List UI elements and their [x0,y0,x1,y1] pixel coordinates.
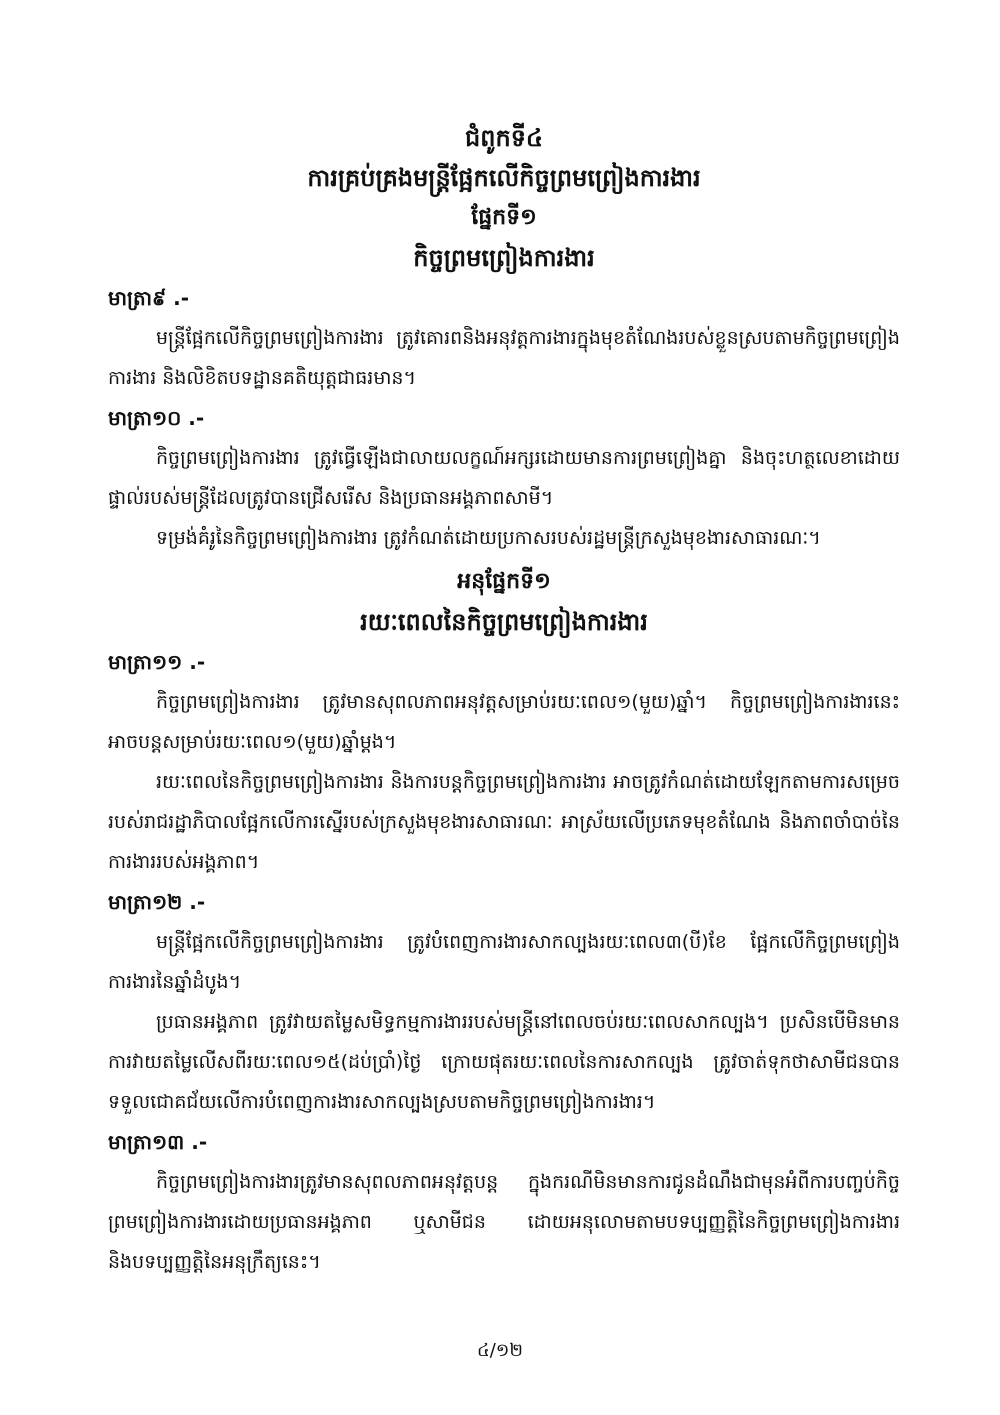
article-11-paragraph-1: កិច្ចព្រមព្រៀងការងារ ត្រូវមានសុពលភាពអនុវត្តសម្រាប់រយៈពេល១(មួយ)ឆ្នាំ។ កិច្ចព្រមព្រៀងការងារនេះ អាចបន្តសម្រាប់រយៈពេល១(មួយ)ឆ្នាំម្តង។ [108,691,900,753]
subsection-title: រយៈពេលនៃកិច្ចព្រមព្រៀងការងារ [360,608,648,636]
article-10-paragraph-1: កិច្ចព្រមព្រៀងការងារ ត្រូវធ្វើឡើងជាលាយលក្ខណ៍អក្សរដោយមានការព្រមព្រៀងគ្នា និងចុះហត្ថលេខាដោយផ្ទាល់របស់មន្ត្រីដែលត្រូវបានជ្រើសរើស និងប្រធានអង្គភាពសាមី។ [108,447,900,509]
section-title: កិច្ចព្រមព្រៀងការងារ [413,244,595,272]
article-12-paragraph-2: ប្រធានអង្គភាព ត្រូវវាយតម្លៃសមិទ្ធកម្មការងាររបស់មន្ត្រីនៅពេលចប់រយៈពេលសាកល្បង។ ប្រសិនបើមិនមានការវាយតម្លៃលើសពីរយៈពេល១៥(ដប់ប្រាំ)ថ្ងៃ ក្រោយផុតរយៈពេលនៃការសាកល្បង ត្រូវចាត់ទុកថាសាមីជនបានទទួលជោគជ័យលើការបំពេញការងារសាកល្បងស្របតាមកិច្ចព្រមព្រៀងការងារ។ [108,1011,900,1113]
chapter-title: ការគ្រប់គ្រងមន្ត្រីផ្អែកលើកិច្ចព្រមព្រៀងការងារ [307,164,701,192]
article-9-paragraph-1: មន្ត្រីផ្អែកលើកិច្ចព្រមព្រៀងការងារ ត្រូវគោរពនិងអនុវត្តការងារក្នុងមុខតំណែងរបស់ខ្លួនស្របតាមកិច្ចព្រមព្រៀងការងារ និងលិខិតបទដ្ឋានគតិយុត្តជាធរមាន។ [108,327,900,389]
article-12-paragraph-1: មន្ត្រីផ្អែកលើកិច្ចព្រមព្រៀងការងារ ត្រូវបំពេញការងារសាកល្បងរយៈពេល៣(បី)ខែ ផ្អែកលើកិច្ចព្រមព្រៀងការងារនៃឆ្នាំដំបូង។ [108,931,900,993]
article-12-heading: មាត្រា១២ .- [108,890,206,914]
article-11-paragraph-2: រយៈពេលនៃកិច្ចព្រមព្រៀងការងារ និងការបន្តកិច្ចព្រមព្រៀងការងារ អាចត្រូវកំណត់ដោយឡែកតាមការសម្រេចរបស់រាជរដ្ឋាភិបាលផ្អែកលើការស្នើរបស់ក្រសួងមុខងារសាធារណៈ អាស្រ័យលើប្រភេទមុខតំណែង និងភាពចាំបាច់នៃការងាររបស់អង្គភាព។ [108,771,900,873]
article-10-heading: មាត្រា១០ .- [108,406,205,430]
chapter-number: ជំពូកទី៤ [465,124,543,152]
article-11-heading: មាត្រា១១ .- [108,650,206,674]
page-number: ៤/១២ [476,1340,524,1361]
article-9-heading: មាត្រា៩ .- [108,286,190,310]
article-10-paragraph-2: ទម្រង់គំរូនៃកិច្ចព្រមព្រៀងការងារ ត្រូវកំណត់ដោយប្រកាសរបស់រដ្ឋមន្ត្រីក្រសួងមុខងារសាធារណៈ។ [156,527,821,549]
section-number: ផ្នែកទី១ [471,205,537,230]
article-13-heading: មាត្រា១៣ .- [108,1130,208,1154]
article-13-paragraph-1: កិច្ចព្រមព្រៀងការងារត្រូវមានសុពលភាពអនុវត្តបន្ត ក្នុងករណីមិនមានការជូនដំណឹងជាមុនអំពីការបញ្ចប់កិច្ចព្រមព្រៀងការងារដោយប្រធានអង្គភាព ឬសាមីជន ដោយអនុលោមតាមបទប្បញ្ញត្តិនៃកិច្ចព្រមព្រៀងការងារ និងបទប្បញ្ញត្តិនៃអនុក្រឹត្យនេះ។ [108,1171,900,1273]
subsection-number: អនុផ្នែកទី១ [457,569,551,594]
